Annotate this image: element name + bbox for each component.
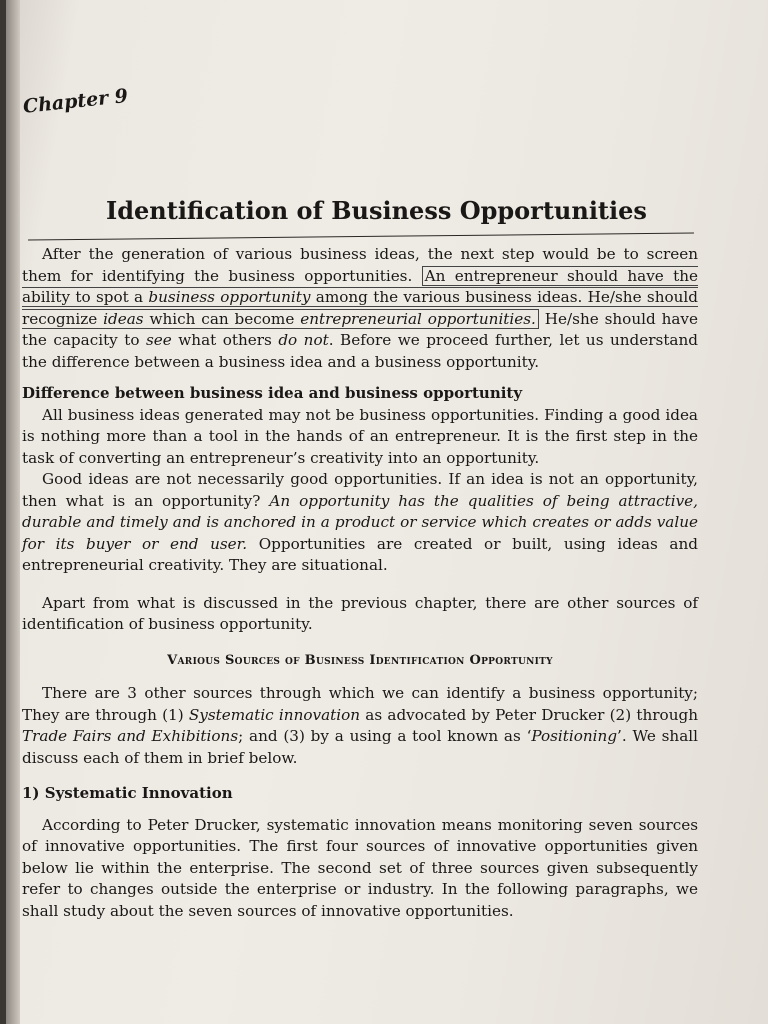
intro-text-b: among the various business ideas. He/she should recognize xyxy=(22,288,698,328)
sources-italic-2: Trade Fairs and Exhibitions xyxy=(22,727,239,745)
sources-text-c: ; and (3) by a using a tool known as ‘ xyxy=(238,727,532,745)
sources-paragraph xyxy=(22,683,698,769)
intro-text-f: . Before we proceed further, let us understand the difference between a business idea and a business opportunity. xyxy=(22,331,698,371)
section-heading-sources: Various Sources of Business Identification Opportunity xyxy=(167,652,553,668)
intro-box-text: An entrepreneur should have the ability to spot a xyxy=(22,266,698,306)
intro-italic-2: ideas xyxy=(103,309,144,328)
systematic-innovation-paragraph: According to Peter Drucker, systematic innovation means monitoring seven sources of innovative opportunities. The first four sources of innovative opportunities given below lie within the enterprise. The second set of three sources given subsequently refer to changes outside the enterprise or industry. In the following paragraphs, we shall study about the seven sources of innovative opportunities. xyxy=(22,815,698,920)
page-body xyxy=(22,244,698,922)
difference-paragraph-3: Apart from what is discussed in the previous chapter, there are other sources of identification of business opportunity. xyxy=(22,593,698,633)
intro-italic-3: entrepreneurial opportunities. xyxy=(300,309,536,328)
intro-italic-5: do not xyxy=(278,331,329,349)
intro-text-e: what others xyxy=(171,331,279,349)
difference-paragraph-1: All business ideas generated may not be business opportunities. Finding a good idea is nothing more than a tool in the hands of an entrepreneur. It is the first step in the task of converting an entrepreneur’s creativity into an opportunity. xyxy=(22,405,698,467)
sources-text-b: as advocated by Peter Drucker (2) through xyxy=(360,705,698,724)
sources-italic-1: Systematic innovation xyxy=(188,705,361,724)
chapter-title: Identification of Business Opportunities xyxy=(106,196,647,225)
intro-text-a: After the generation of various business ideas, the next step would be to screen them for identifying the business opportunities. xyxy=(22,245,698,285)
chapter-label: Chapter 9 xyxy=(22,84,129,118)
intro-text-c: which can become xyxy=(143,309,301,328)
difference-paragraph-2 xyxy=(22,469,698,577)
difference-italic: An opportunity has the qualities of being attractive, durable and timely and is anchored in a product or service which creates or adds value for its buyer or end user. xyxy=(22,491,698,553)
intro-italic-1: business opportunity xyxy=(148,288,311,306)
sources-text-a: There are 3 other sources through which we can identify a business opportunity; They are through (1) xyxy=(22,684,698,724)
sources-italic-3: Positioning xyxy=(531,727,618,745)
section-heading-systematic-innovation: 1) Systematic Innovation xyxy=(22,784,233,802)
book-page xyxy=(6,0,768,1024)
difference-text-b: Opportunities are created or built, using ideas and entrepreneurial creativity. They are situational. xyxy=(22,534,698,574)
difference-text-a: Good ideas are not necessarily good opportunities. If an idea is not an opportunity, then what is an opportunity? xyxy=(22,470,698,510)
book-spine xyxy=(6,0,20,1024)
sources-text-d: ’. We shall discuss each of them in brief below. xyxy=(22,727,698,767)
intro-italic-4: see xyxy=(146,331,172,349)
intro-text-d: He/she should have the capacity to xyxy=(22,309,698,349)
section-heading-difference: Difference between business idea and business opportunity xyxy=(22,384,523,402)
title-divider xyxy=(28,233,694,241)
intro-paragraph xyxy=(22,244,698,373)
